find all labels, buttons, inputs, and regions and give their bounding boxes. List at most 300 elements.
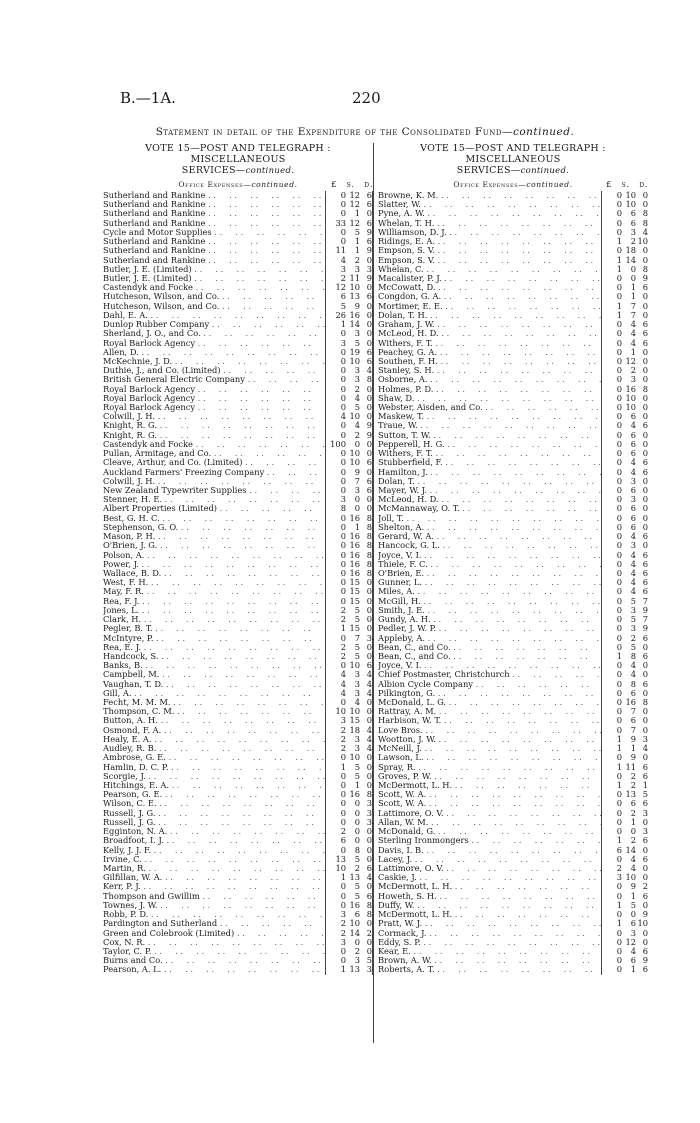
payee-name: McNeill, J. . . [378,744,601,753]
ledger-row [103,643,372,652]
amount [325,772,372,781]
shillings-value: 0 [354,937,360,947]
shillings-value: 4 [630,568,636,578]
pence-value: 9 [366,273,372,283]
shillings-value: 2 [630,366,636,376]
pounds-value: 0 [340,946,346,956]
ledger-row [103,661,372,670]
shillings-value: 4 [354,393,360,403]
payee-name: Miles, A. . . [378,587,601,596]
shillings-value: 14 [349,928,360,938]
ledger-row [103,394,372,403]
ledger-row [103,615,372,624]
shillings-value: 2 [630,237,636,247]
ledger-row [378,938,648,947]
pounds-value: 11 [335,246,346,256]
amount [325,283,372,292]
pounds-value: 2 [616,863,622,873]
pounds-value: 0 [340,430,346,440]
payee-name: British General Electric Company . . [103,375,325,384]
pence-value: 8 [642,218,648,228]
pence-value: 6 [642,836,648,846]
payee-name: Webster, Aisden, and Co. . . [378,403,601,412]
shillings-value: 1 [630,292,636,302]
pence-value: 8 [642,209,648,219]
shillings-value: 3 [354,688,360,698]
pence-value: 3 [366,633,372,643]
pence-value: 0 [366,329,372,339]
shillings-value: 9 [630,882,636,892]
shillings-value: 4 [630,550,636,560]
pence-value: 6 [642,421,648,431]
ledger-row [103,357,372,366]
payee-name: Albion Cycle Company . . [378,680,601,689]
amount [601,956,648,965]
pence-value: 0 [366,615,372,625]
pounds-value: 0 [340,882,346,892]
pence-value: 8 [366,910,372,920]
amount [325,348,372,357]
ledger-row [378,744,648,753]
ledger-row [378,919,648,928]
shillings-value: 0 [630,910,636,920]
shillings-value: 5 [630,596,636,606]
right-column [378,143,648,975]
shillings-value: 5 [354,854,360,864]
payee-name: Butler, J. E. (Limited) . . [103,265,325,274]
amount [325,191,372,200]
ledger-row [378,689,648,698]
shillings-value: 15 [349,587,360,597]
amount [325,578,372,587]
ledger-row [103,827,372,836]
pence-value: 6 [642,283,648,293]
shillings-value: 4 [354,698,360,708]
pence-value: 0 [366,771,372,781]
pence-value: 4 [366,873,372,883]
pence-value: 9 [366,246,372,256]
pence-value: 0 [366,605,372,615]
payee-name: McIntyre, P. . . [103,634,325,643]
payee-name: Kear, E. . . [378,947,601,956]
ledger-row [378,274,648,283]
pence-value: 6 [366,292,372,302]
amount [325,440,372,449]
pounds-value: 0 [616,670,622,680]
ledger-row [103,449,372,458]
shillings-value: 15 [349,716,360,726]
ledger-row [378,836,648,845]
shillings-value: 3 [630,541,636,551]
pence-value: 6 [642,338,648,348]
pounds-value: 0 [616,218,622,228]
payee-name: Withers, F. T. . . [378,339,601,348]
amount [325,827,372,836]
amount [325,726,372,735]
amount [325,919,372,928]
payee-name: McDermott, L. H. . . [378,882,601,891]
ledger-row [103,836,372,845]
shillings-value: 18 [349,725,360,735]
shillings-value: 16 [625,384,636,394]
amount [325,818,372,827]
payee-name: Stanley, S. H. . . [378,366,601,375]
pounds-value: 0 [616,928,622,938]
ledger-row [378,375,648,384]
ledger-row [103,799,372,808]
ledger-row [378,892,648,901]
amount [325,892,372,901]
pence-value: 8 [366,559,372,569]
pence-value: 9 [642,273,648,283]
pence-value: 6 [642,467,648,477]
pounds-value: 0 [616,200,622,210]
pounds-value: 0 [616,209,622,219]
payee-name: Browne, K. M. . . [378,191,601,200]
shillings-value: 0 [354,504,360,514]
pounds-value: 0 [340,467,346,477]
ledger-row [103,910,372,919]
amount [601,643,648,652]
shillings-value: 0 [630,264,636,274]
pounds-value: 0 [616,891,622,901]
pounds-value: 13 [335,854,346,864]
amount [325,707,372,716]
pence-value: 0 [366,338,372,348]
pence-value: 0 [642,670,648,680]
ledger-row [378,753,648,762]
shillings-value: 6 [630,956,636,966]
ledger-row [103,237,372,246]
shillings-value: 1 [630,744,636,754]
payee-name: Williamson, D. J. . . [378,228,601,237]
pence-value: 5 [642,790,648,800]
ledger-row [103,587,372,596]
pence-value: 0 [366,937,372,947]
ledger-row [378,504,648,513]
pence-value: 8 [642,384,648,394]
payee-name: McMannaway, O. T. . . [378,504,601,513]
payee-name: Campbell, M. . . [103,670,325,679]
shillings-value: 5 [354,771,360,781]
shillings-value: 3 [354,264,360,274]
amount [601,458,648,467]
left-subheading [103,180,373,189]
pence-value: 6 [366,486,372,495]
pounds-value: 3 [340,937,346,947]
pence-value: 3 [366,799,372,809]
payee-name: Wallace, B. D. . . [103,569,325,578]
pence-value: 0 [366,255,372,265]
pounds-value: 0 [616,513,622,523]
pounds-value: 1 [616,900,622,910]
shillings-value: 6 [630,412,636,422]
pence-value: 0 [366,301,372,311]
ledger-row [103,689,372,698]
ledger-row [103,578,372,587]
pence-value: 0 [366,209,372,219]
ledger-row [378,560,648,569]
shillings-value: 12 [349,191,360,200]
left-vote-title-line1: VOTE 15—POST AND TELEGRAPH : MISCELLANEOUS [145,143,331,165]
pounds-value: 1 [340,320,346,330]
pence-value: 4 [366,679,372,689]
payee-name: Button, A. H. . . [103,716,325,725]
shillings-value: 10 [625,873,636,883]
ledger-row [378,412,648,421]
shillings-value: 12 [625,356,636,366]
shillings-value: 5 [354,227,360,237]
amount [325,486,372,495]
ledger-row [378,716,648,725]
amount [325,873,372,882]
amount [601,965,648,974]
amount [601,375,648,384]
ledger-row [103,375,372,384]
pounds-value: 0 [616,596,622,606]
shillings-value: 2 [354,384,360,394]
pounds-value: 0 [616,550,622,560]
pounds-value: 1 [616,744,622,754]
pounds-value: 0 [616,486,622,495]
shillings-value: 1 [630,817,636,827]
pounds-value: 0 [616,753,622,763]
ledger-row [378,597,648,606]
payee-name: Mortimer, E. E. . . [378,302,601,311]
ledger-row [103,818,372,827]
ledger-row [378,929,648,938]
amount [601,283,648,292]
right-vote-title [378,143,648,177]
pounds-value: 0 [340,633,346,643]
shillings-value: 10 [349,449,360,459]
amount [325,302,372,311]
pence-value: 0 [366,412,372,422]
pounds-value: 0 [616,587,622,597]
pounds-value: 0 [340,329,346,339]
shillings-value: 4 [630,329,636,339]
amount [325,560,372,569]
payee-name: Slatter, W. . . [378,200,601,209]
amount [601,744,648,753]
amount [601,901,648,910]
pounds-value: 0 [340,209,346,219]
payee-name: Burns and Co. . . [103,956,325,965]
pounds-value: 4 [340,679,346,689]
shillings-value: 6 [630,486,636,495]
pounds-value: 1 [340,624,346,634]
pounds-value: 0 [616,937,622,947]
pounds-value: 0 [340,347,346,357]
pence-value: 6 [642,965,648,975]
pence-value: 0 [366,596,372,606]
payee-name: Appleby, A. . . [378,634,601,643]
pence-value: 3 [642,808,648,818]
amount [325,735,372,744]
ledger-row [378,495,648,504]
pounds-value: 0 [616,559,622,569]
ledger-row [103,477,372,486]
shillings-value: 5 [354,891,360,901]
payee-name: Osmond, F. A. . . [103,726,325,735]
pence-value: 3 [366,264,372,274]
payee-name: Caskie, J. . . [378,873,601,882]
pence-value: 0 [366,845,372,855]
payee-name: Stephenson, G. O. . . [103,523,325,532]
amount [325,744,372,753]
ledger-row [103,412,372,421]
amount [325,385,372,394]
pounds-value: 0 [616,679,622,689]
pence-value: 0 [366,495,372,505]
pounds-value: 3 [340,910,346,920]
ledger-row [378,882,648,891]
ledger-row [103,597,372,606]
pounds-value: 0 [616,808,622,818]
payee-name: Spray, R. . . [378,763,601,772]
amount [325,606,372,615]
pounds-value: 0 [616,725,622,735]
shillings-value: 5 [630,900,636,910]
amount [325,698,372,707]
pounds-value: 0 [616,384,622,394]
pounds-value: 0 [616,956,622,966]
amount [325,329,372,338]
ledger-row [378,763,648,772]
payee-name: Lattimore, O. V. . . [378,864,601,873]
pounds-value: 0 [340,559,346,569]
ledger-row [103,302,372,311]
pounds-value: 0 [340,550,346,560]
payee-name: West, F. H. . . [103,578,325,587]
ledger-row [378,385,648,394]
payee-name: Hitchings, E. A. . . [103,781,325,790]
pounds-value: 0 [616,642,622,652]
payee-name: Cox, N. R. . . [103,938,325,947]
shillings-value: 0 [354,495,360,505]
pence-value: 6 [642,587,648,597]
amount [325,339,372,348]
ledger-row [103,624,372,633]
shillings-value: 10 [625,200,636,210]
shillings-value: 18 [625,246,636,256]
ledger-row [103,882,372,891]
amount [325,846,372,855]
ledger-row [378,339,648,348]
pence-value: 0 [366,310,372,320]
ledger-row [103,606,372,615]
amount [325,938,372,947]
payee-name: Albert Properties (Limited) . . [103,504,325,513]
pounds-value: 0 [340,808,346,818]
pence-value: 6 [642,891,648,901]
pounds-value: 2 [340,919,346,929]
payee-name: Pratt, W. J. . . [378,919,601,928]
pounds-value: 0 [340,781,346,790]
left-column [103,143,373,975]
shillings-value: 2 [630,808,636,818]
pounds-value: 0 [616,467,622,477]
amount [601,615,648,624]
ledger-row [378,670,648,679]
pence-unit: d. [639,180,648,190]
pounds-value: 0 [340,403,346,413]
amount [325,375,372,384]
pounds-value: 6 [340,836,346,846]
pounds-value: 26 [335,310,346,320]
shillings-value: 5 [630,642,636,652]
payee-name: Pedler, J. W. P. . . [378,624,601,633]
ledger-row [103,560,372,569]
payee-name: Irvine, C. . . [103,855,325,864]
amount [601,698,648,707]
pence-value: 9 [366,227,372,237]
pence-value: 0 [642,495,648,505]
pence-value: 0 [642,439,648,449]
payee-name: Sutherland and Rankine . . [103,237,325,246]
shillings-value: 6 [630,919,636,929]
payee-name: Lacey, J. . . [378,855,601,864]
shillings-value: 5 [630,615,636,625]
pence-value: 8 [642,698,648,708]
amount [601,403,648,412]
pounds-value: 0 [616,458,622,468]
ledger-row [103,716,372,725]
shillings-value: 13 [625,790,636,800]
ledger-row [103,265,372,274]
pounds-value: 4 [340,670,346,680]
amount [325,357,372,366]
shillings-value: 6 [630,688,636,698]
pounds-value: 0 [616,707,622,717]
ledger-row [103,551,372,560]
payee-name: Jones, L. . . [103,606,325,615]
shillings-value: 11 [349,273,360,283]
ledger-row [378,661,648,670]
pounds-value: 0 [616,624,622,634]
payee-name: Joyce, V. I. . . [378,661,601,670]
payee-name: Congdon, G. A. . . [378,292,601,301]
amount [601,864,648,873]
amount [601,735,648,744]
shillings-value: 12 [349,200,360,210]
pounds-value: 0 [616,568,622,578]
payee-name: Russell, J. G. . . [103,809,325,818]
ledger-row [378,615,648,624]
pence-value: 4 [366,725,372,735]
shillings-value: 4 [630,854,636,864]
pence-value: 0 [366,651,372,661]
pounds-value: 0 [616,227,622,237]
ledger-row [103,541,372,550]
ledger-row [378,698,648,707]
amount [601,348,648,357]
pounds-value: 0 [616,439,622,449]
amount [601,606,648,615]
payee-name: Audley, R. B. . . [103,744,325,753]
pounds-value: 0 [616,882,622,892]
pounds-value: 12 [335,283,346,293]
ledger-row [103,735,372,744]
payee-name: Sutherland and Rankine . . [103,209,325,218]
pounds-value: 1 [340,965,346,975]
amount [325,929,372,938]
pounds-value: 0 [616,476,622,486]
shillings-value: 6 [630,716,636,726]
amount [601,311,648,320]
pence-value: 10 [637,237,648,247]
payee-name: Townes, J. W. . . [103,901,325,910]
